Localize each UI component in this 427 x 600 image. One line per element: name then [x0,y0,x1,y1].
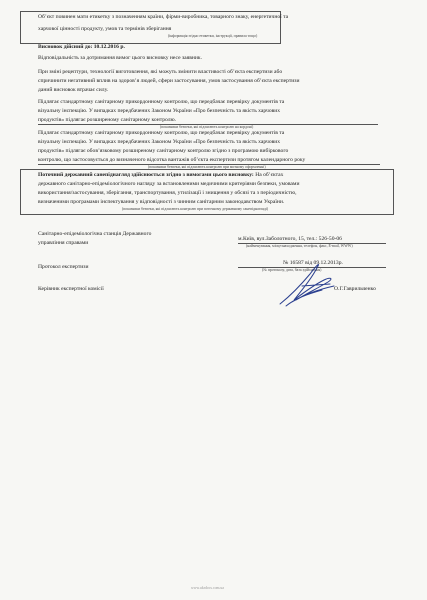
supervision-line-1 [38,172,283,179]
control1-note: (показники безпеки, які підлягають контролю на кордоні) [160,125,254,129]
control1-line-3: продуктів» підлягає розширеному санітарному контролю. [38,117,177,123]
head-name: О.Г.Гаврильченко [334,286,376,292]
change-line-2: спричинити негативний вплив на здоров’я людей, сфери застосування, умов застосування об’єкта експертизи [38,78,300,84]
change-line-1: При зміні рецептури, технології виготовлення, які можуть змінити властивості об’єкта експертизи або [38,69,283,75]
labeling-line-2: харчової цінності продукту, умов та термінів зберігання [38,26,172,32]
labeling-note: (інформація згідно етикетки, інструкції, правила тощо) [168,34,258,38]
labeling-line-1: Об’єкт повинен мати етикетку з позначенням країни, фірми-виробника, товарного знаку, енергетичної та [38,14,289,20]
footer-url: www.ukrdocs.com.ua [191,586,224,590]
organization-line-2: управління справами [38,240,89,246]
supervision-line-4: визначеними програмами інспектування у відповідності з чинним санітарним законодавством України. [38,199,285,205]
validity-date: Висновок дійсний до: 10.12.2016 р. [38,44,125,50]
control2-line-1: Підлягає стандартному санітарному прикордонному контролю, що передбачає перевірку документів та [38,130,285,136]
control2-line-2: візуальну інспекцію. У випадках передбачених Законом України «Про безпечність та якість харчових [38,139,281,145]
protocol-value: № 16587 від 09.12.2013р. [283,260,343,266]
supervision-line-2: державного санітарно-епідеміологічного нагляду за встановленими медичними критеріями безпеки, умовами [38,181,300,187]
protocol-note: (№ протоколу, дата, база здійснення) [262,268,322,272]
organization-line-1: Санітарно-епідеміологічна станція Державного [38,231,152,237]
supervision-note: (показники безпеки, які підлягають контролю при поточному державному санепіднагляді) [122,207,269,211]
supervision-first-text: На об’єктах [253,172,284,178]
signature-icon [272,256,342,311]
control1-line-2: візуальну інспекцію. У випадках передбачених Законом України «Про безпечність та якість харчових [38,108,281,114]
compliance-text: Відповідальність за дотримання вимог цього висновку несе заявник. [38,55,202,61]
head-label: Керівник експертної комісії [38,286,104,292]
control2-line-3: продуктів» підлягає обов’язковому розширеному санітарному контролю згідно з програмою вибіркового [38,148,289,154]
control2-note: (показники безпеки, які підлягають контролю при митному оформленні) [148,165,266,169]
address-note: (найменування, місцезнаходження, телефон, факс, Е-mail, WWW) [246,244,353,248]
supervision-label: Поточний державний санепіднагляд здійснюється згідно з вимогами цього висновку: [38,172,254,178]
protocol-label: Протокол експертизи [38,264,89,270]
control1-line-1: Підлягає стандартному санітарному прикордонному контролю, що передбачає перевірку документів та [38,99,285,105]
change-line-3: даний висновок втрачає силу. [38,87,109,93]
control2-line-4: контролю, що застосовується до визначеного відсотка вантажів об’єкта експертизи протягом календарного року [38,157,306,163]
organization-address: м.Київ, вул.Заболотного, 15, тел.: 526-50-06 [238,236,342,242]
supervision-line-3: використання/застосування, зберігання, транспортування, утилізації і знищення у обсязі та з періодичністю, [38,190,297,196]
